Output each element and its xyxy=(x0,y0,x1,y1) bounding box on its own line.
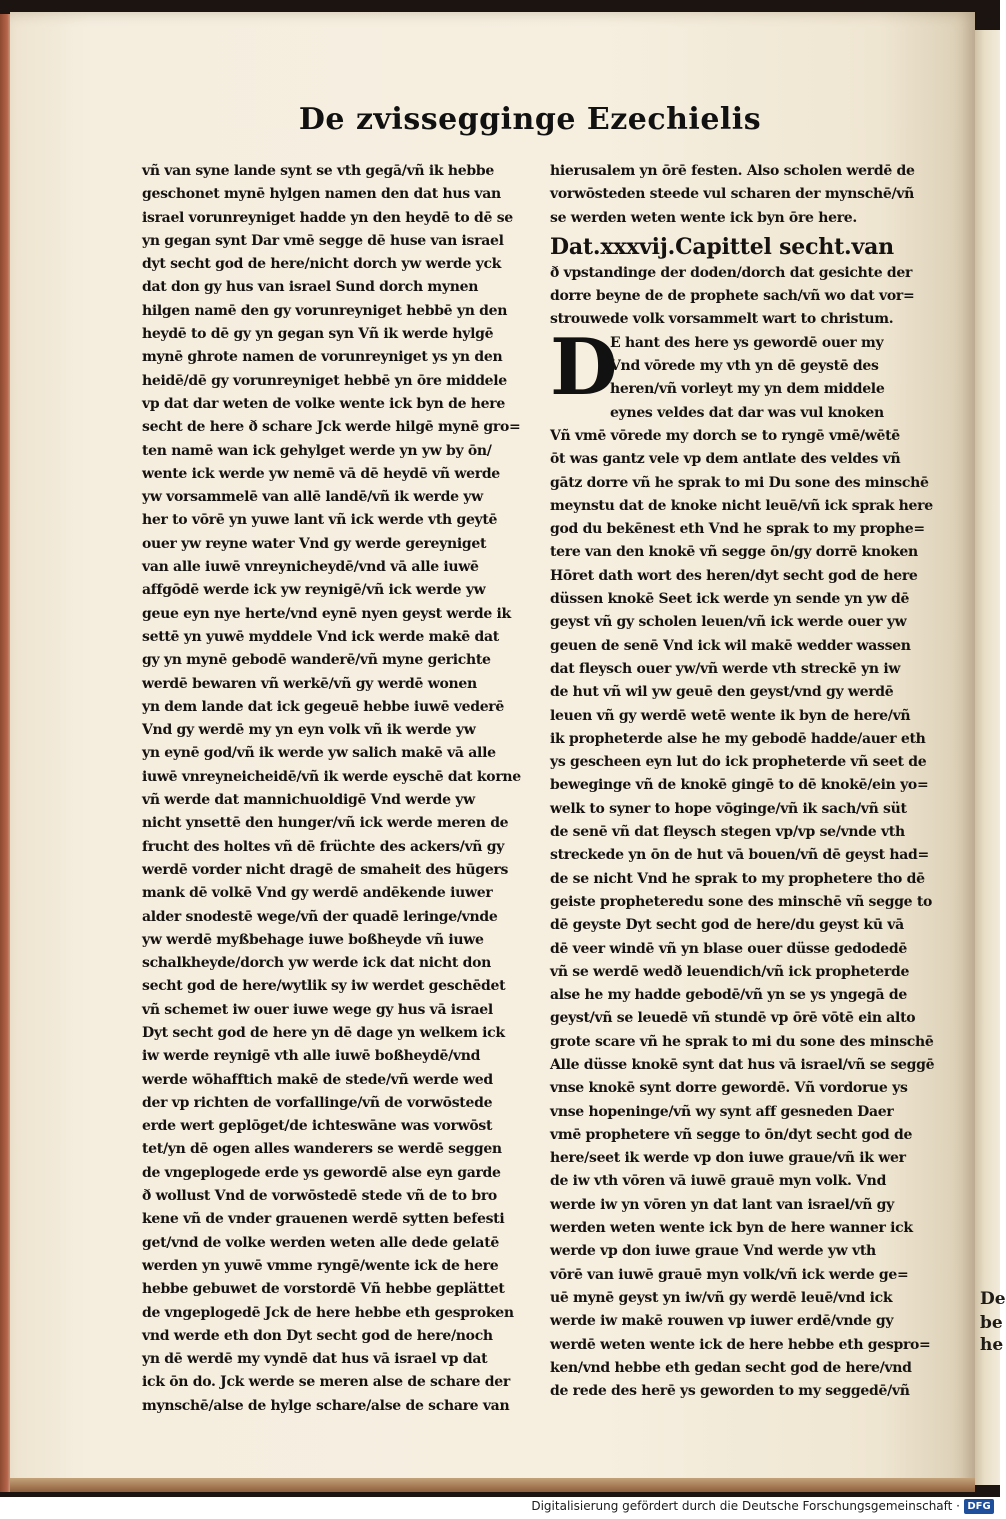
facing-page-fragment: be xyxy=(980,1313,1003,1333)
text-line: kene vñ de vnder grauenen werdē sytten befesti xyxy=(142,1211,505,1228)
text-line: werde iw yn vōren yn dat lant van israel/vñ gy xyxy=(550,1196,895,1213)
text-line: vnse hopeninge/vñ wy synt aff gesneden Daer xyxy=(550,1103,894,1120)
text-line: her to vōrē yn yuwe lant vñ ick werde vth geytē xyxy=(142,512,498,529)
text-line: ōt was gantz vele vp dem antlate des veldes vñ xyxy=(550,451,901,468)
text-line: hebbe gebuwet de vorstordē Vñ hebbe geplättet xyxy=(142,1281,505,1298)
text-line: god du bekēnest eth Vnd he sprak to my prophe= xyxy=(550,521,925,538)
text-line: yn eynē god/vñ ik werde yw salich makē vā alle xyxy=(142,745,496,762)
text-line: der vp richten de vorfallinge/vñ de vorwōstede xyxy=(142,1094,493,1111)
text-line: ouer yw reyne water Vnd gy werde gereyniget xyxy=(142,535,487,552)
text-line: geschonet mynē hylgen namen den dat hus van xyxy=(142,186,501,203)
text-line: geue eyn nye herte/vnd eynē nyen geyst werde ik xyxy=(142,605,511,622)
text-line: de vngeplogede erde ys gewordē alse eyn garde xyxy=(142,1164,501,1181)
text-line: de iw vth vōren vā iuwē grauē myn volk. Vnd xyxy=(550,1173,887,1190)
text-line: vorwōsteden steede vul scharen der mynschē/vñ xyxy=(550,186,914,203)
text-line: werde vp don iuwe graue Vnd werde yw vth xyxy=(550,1243,876,1260)
text-line: meynstu dat de knoke nicht leuē/vñ ick sprak here xyxy=(550,497,933,514)
text-line: settē yn yuwē myddele Vnd ick werde makē dat xyxy=(142,628,499,645)
chapter-heading: Dat.xxxvij.Capittel secht.van xyxy=(550,233,894,260)
dfg-logo: DFG xyxy=(964,1499,994,1514)
text-line: werden yn yuwē vmme ryngē/wente ick de here xyxy=(142,1257,499,1274)
text-line: mynschē/alse de hylge schare/alse de schare van xyxy=(142,1397,510,1414)
book-edge-bottom xyxy=(10,1478,975,1492)
text-line: de vngeplogedē Jck de here hebbe eth gesproken xyxy=(142,1304,514,1321)
text-line: nicht ynsettē den hunger/vñ ick werde meren de xyxy=(142,815,509,832)
text-line: yn dem lande dat ick gegeuē hebbe iuwē vederē xyxy=(142,698,504,715)
text-line: frucht des holtes vñ dē früchte des ackers/vñ gy xyxy=(142,838,505,855)
text-line: yn gegan synt Dar vmē segge dē huse van israel xyxy=(142,232,504,249)
text-line: alse he my hadde gebodē/vñ yn se ys yngegā de xyxy=(550,987,907,1004)
text-line: beweginge vñ de knokē gingē to dē knokē/ein yo= xyxy=(550,777,929,794)
text-line: iw werde reynigē vth alle iuwē boßheydē/vnd xyxy=(142,1048,481,1065)
text-line: dē geyste Dyt secht god de here/du geyst kū vā xyxy=(550,917,904,934)
text-line: vp dat dar weten de volke wente ick byn de here xyxy=(142,395,505,412)
footer-bar xyxy=(0,1497,1000,1519)
text-line: ten namē wan ick gehylget werde yn yw by ōn/ xyxy=(142,442,492,459)
text-line: geyst/vñ se leuedē vñ stundē vp ōrē vōtē ein alto xyxy=(550,1010,916,1027)
text-line: ik propheterde alse he my gebodē hadde/auer eth xyxy=(550,730,926,747)
text-line: israel vorunreyniget hadde yn den heydē to dē se xyxy=(142,209,513,226)
text-line: heidē/dē gy vorunreyniget hebbē yn ōre middele xyxy=(142,372,507,389)
text-line: ys gescheen eyn lut do ick propheterde vñ seet de xyxy=(550,754,927,771)
text-line: yw vorsammelē van allē landē/vñ ik werde yw xyxy=(142,489,483,506)
text-line: here/seet ik werde vp don iuwe graue/vñ ik wer xyxy=(550,1150,906,1167)
initial-paragraph xyxy=(550,321,915,425)
text-line: streckede yn ōn de hut vā bouen/vñ dē geyst had= xyxy=(550,847,929,864)
text-line: Hōret dath wort des heren/dyt secht god de here xyxy=(550,567,918,584)
facing-page-fragment: De xyxy=(980,1289,1006,1309)
text-line: alder snodestē wege/vñ der quadē leringe/vnde xyxy=(142,908,498,925)
text-line: wente ick werde yw nemē vā dē heydē vñ werde xyxy=(142,465,500,482)
text-line: mank dē volkē Vnd gy werdē andēkende iuwer xyxy=(142,885,493,902)
text-line: heren/vñ vorleyt my yn dem middele xyxy=(610,381,885,398)
text-line: gātz dorre vñ he sprak to mi Du sone des minschē xyxy=(550,474,929,491)
text-line: Vnd vōrede my vth yn dē geystē des xyxy=(610,358,879,375)
text-line: get/vnd de volke werden weten alle dede gelatē xyxy=(142,1234,499,1251)
text-line: grote scare vñ he sprak to mi du sone des minschē xyxy=(550,1033,934,1050)
text-line: ken/vnd hebbe eth gedan secht god de here/vnd xyxy=(550,1359,912,1376)
running-head: De zvissegginge Ezechielis xyxy=(298,102,762,137)
text-line: geyst vñ gy scholen leuen/vñ ick werde ouer yw xyxy=(550,614,907,631)
text-line: welk to syner to hope vōginge/vñ ik sach/vñ süt xyxy=(550,800,907,817)
text-line: Vnd gy werdē my yn eyn volk vñ ik werde yw xyxy=(142,722,476,739)
facing-page-edge xyxy=(975,30,1006,1485)
text-line: dorre beyne de de prophete sach/vñ wo dat vor= xyxy=(550,288,915,305)
text-line: vōrē van iuwē grauē myn volk/vñ ick werde ge= xyxy=(550,1266,909,1283)
text-line: erde wert geplōget/de ichteswāne was vorwōst xyxy=(142,1118,493,1135)
text-line: affgōdē werde ick yw reynigē/vñ ick werde yw xyxy=(142,582,486,599)
text-line: tet/yn dē ogen alles wanderers se werdē seggen xyxy=(142,1141,502,1158)
text-line: tere van den knokē vñ segge ōn/gy dorrē knoken xyxy=(550,544,918,561)
left-text-column xyxy=(142,160,521,1418)
text-line: van alle iuwē vnreynicheydē/vnd vā alle iuwē xyxy=(142,559,479,576)
text-line: Dyt secht god de here yn dē dage yn welkem ick xyxy=(142,1024,505,1041)
text-line: vñ schemet iw ouer iuwe wege gy hus vā israel xyxy=(142,1001,493,1018)
chapter-body-text xyxy=(550,425,935,1403)
text-line: de rede des herē ys geworden to my seggedē/vñ xyxy=(550,1383,910,1400)
text-line: hilgen namē den gy vorunreyniget hebbē yn den xyxy=(142,302,508,319)
text-line: de hut vñ wil yw geuē den geyst/vnd gy werdē xyxy=(550,684,894,701)
facing-page-fragment: he xyxy=(980,1335,1004,1355)
text-line: mynē ghrote namen de vorunreyniget ys yn den xyxy=(142,349,503,366)
text-line: secht god de here/wytlik sy iw werdet geschēdet xyxy=(142,978,506,995)
text-line: werde wōhafftich makē de stede/vñ werde wed xyxy=(142,1071,493,1088)
text-line: geuen de senē Vnd ick wil makē wedder wassen xyxy=(550,637,911,654)
text-line: dat don gy hus van israel Sund dorch mynen xyxy=(142,279,479,296)
text-line: gy yn mynē gebodē wanderē/vñ myne gerichte xyxy=(142,652,491,669)
text-line: düssen knokē Seet ick werde yn sende yn yw dē xyxy=(550,591,910,608)
text-line: yw werdē myßbehage iuwe boßheyde vñ iuwe xyxy=(142,931,484,948)
text-line: vmē prophetere vñ segge to ōn/dyt secht god de xyxy=(550,1126,913,1143)
chapter-end-text xyxy=(550,160,915,230)
text-line: secht de here ð schare Jck werde hilgē mynē gro= xyxy=(142,419,521,436)
text-line: de senē vñ dat fleysch stegen vp/vp se/vnde vth xyxy=(550,824,905,841)
text-line: leuen vñ gy werdē wetē wente ik byn de here/vñ xyxy=(550,707,911,724)
digitization-credit: Digitalisierung gefördert durch die Deutsche Forschungsgemeinschaft · xyxy=(531,1499,960,1513)
text-line: Alle düsse knokē synt dat hus vā israel/vñ se seggē xyxy=(550,1056,935,1073)
text-line: dat fleysch ouer yw/vñ werde vth streckē yn iw xyxy=(550,660,901,677)
text-line: vnse knokē synt dorre gewordē. Vñ vordorue ys xyxy=(550,1080,908,1097)
text-line: werdē weten wente ick de here hebbe eth gespro= xyxy=(550,1336,931,1353)
text-line: vñ se werdē wedð leuendich/vñ ick propheterde xyxy=(550,963,910,980)
text-line: strouwede volk vorsammelt wart to christum. xyxy=(550,311,894,328)
text-line: de se nicht Vnd he sprak to my prophetere tho dē xyxy=(550,870,925,887)
text-line: dyt secht god de here/nicht dorch yw werde yck xyxy=(142,256,502,273)
text-line: werdē vorder nicht dragē de smaheit des hūgers xyxy=(142,861,509,878)
text-line: vñ van syne lande synt se vth gegā/vñ ik hebbe xyxy=(142,163,494,179)
text-line: geiste propheteredu sone des minschē vñ segge to xyxy=(550,893,933,910)
right-text-column xyxy=(550,160,935,1403)
text-line: uē mynē geyst yn iw/vñ gy werdē leuē/vnd ick xyxy=(550,1289,893,1306)
text-line: werde iw makē rouwen vp iuwer erdē/vnde gy xyxy=(550,1313,894,1330)
text-line: werdē bewaren vñ werkē/vñ gy werdē wonen xyxy=(142,675,477,692)
text-line: iuwē vnreyneicheidē/vñ ik werde eyschē dat korne xyxy=(142,768,521,785)
text-line: yn dē werdē my vyndē dat hus vā israel vp dat xyxy=(142,1351,488,1368)
text-line: werden weten wente ick byn de here wanner ick xyxy=(550,1220,913,1237)
text-line: vnd werde eth don Dyt secht god de here/noch xyxy=(142,1327,493,1344)
text-line: eynes veldes dat dar was vul knoken xyxy=(610,404,884,421)
text-line: ick ōn do. Jck werde se meren alse de schare der xyxy=(142,1374,510,1391)
drop-cap-initial: D xyxy=(550,321,618,413)
text-line: dē veer windē vñ yn blase ouer düsse gedodedē xyxy=(550,940,908,957)
text-line: schalkheyde/dorch yw werde ick dat nicht don xyxy=(142,955,492,972)
text-line: ð vpstandinge der doden/dorch dat gesichte der xyxy=(550,264,913,281)
text-line: ð wollust Vnd de vorwōstedē stede vñ de to bro xyxy=(142,1188,497,1205)
text-line: E hant des here ys gewordē ouer my xyxy=(610,334,884,351)
text-line: se werden weten wente ick byn ōre here. xyxy=(550,209,857,226)
text-line: Vñ vmē vōrede my dorch se to ryngē vmē/wētē xyxy=(550,427,900,444)
text-line: hierusalem yn ōrē festen. Also scholen werdē de xyxy=(550,163,915,179)
text-line: heydē to dē gy yn gegan syn Vñ ik werde hylgē xyxy=(142,326,494,343)
text-line: vñ werde dat mannichuoldigē Vnd werde yw xyxy=(142,792,475,809)
